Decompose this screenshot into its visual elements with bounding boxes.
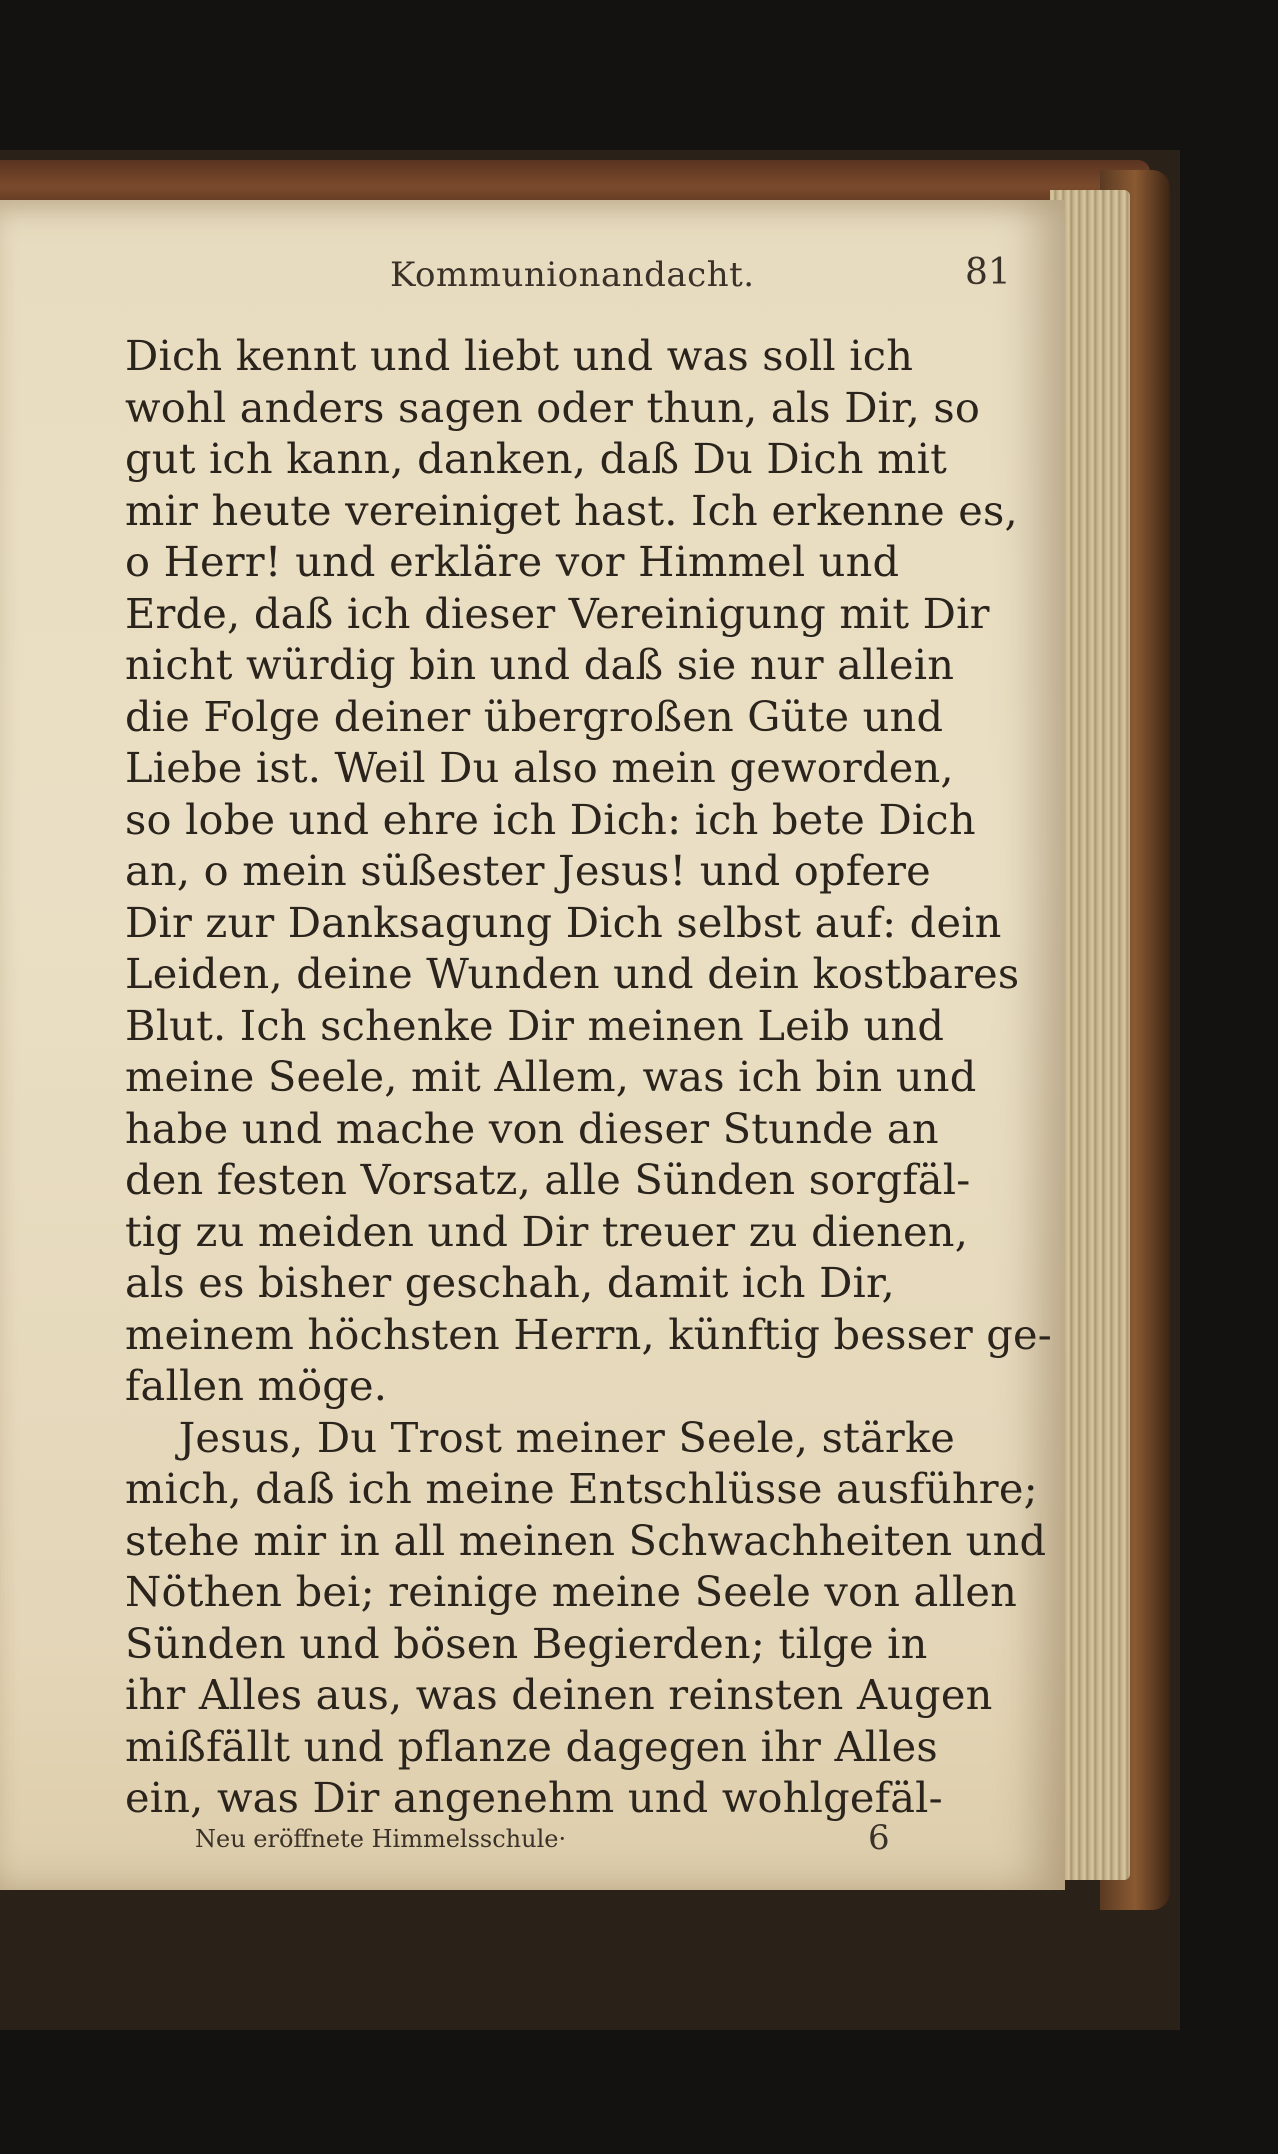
text-line: Jesus, Du Trost meiner Seele, stärke (125, 1412, 956, 1462)
text-line: nicht würdig bin und daß sie nur allein (125, 640, 955, 689)
body-text (125, 330, 1053, 1824)
text-line: stehe mir in all meinen Schwachheiten und (125, 1515, 1047, 1565)
text-line: so lobe und ehre ich Dich: ich bete Dich (125, 794, 976, 844)
text-line: Liebe ist. Weil Du also mein geworden, (125, 743, 954, 792)
text-line: wohl anders sagen oder thun, als Dir, so (125, 382, 981, 432)
running-head: Kommunionandacht. (390, 255, 755, 295)
text-line: mißfällt und pflanze dagegen ihr Alles (125, 1721, 938, 1771)
footer-signature: Neu eröffnete Himmelsschule· (195, 1825, 567, 1853)
text-line: Dich kennt und liebt und was soll ich (125, 331, 914, 380)
text-line: Leiden, deine Wunden und dein kostbares (125, 949, 1020, 998)
text-line: Dir zur Danksagung Dich selbst auf: dein (125, 897, 1002, 947)
text-line: mir heute vereiniget hast. Ich erkenne es, (125, 485, 1018, 535)
text-line: habe und mache von dieser Stunde an (125, 1103, 939, 1153)
text-line: den festen Vorsatz, alle Sünden sorgfäl- (125, 1155, 971, 1204)
text-line: Nöthen bei; reinige meine Seele von allen (125, 1567, 1018, 1616)
text-line: fallen möge. (125, 1361, 388, 1410)
text-line: mich, daß ich meine Entschlüsse ausführe; (125, 1464, 1038, 1513)
text-line: tig zu meiden und Dir treuer zu dienen, (125, 1206, 969, 1256)
text-line: meinem höchsten Herrn, künftig besser ge- (125, 1309, 1053, 1359)
text-line: die Folge deiner übergroßen Güte und (125, 691, 944, 741)
text-line: ein, was Dir angenehm und wohlgefäl- (125, 1773, 943, 1822)
text-line: gut ich kann, danken, daß Du Dich mit (125, 434, 947, 483)
text-line: Blut. Ich schenke Dir meinen Leib und (125, 1000, 945, 1050)
footer-sheet-number: 6 (868, 1818, 890, 1858)
text-line: an, o mein süßester Jesus! und opfere (125, 846, 931, 895)
text-line: Erde, daß ich dieser Vereinigung mit Dir (125, 588, 990, 638)
book-page (0, 200, 1065, 1890)
page-number: 81 (965, 252, 1011, 293)
text-line: o Herr! und erkläre vor Himmel und (125, 537, 900, 586)
text-line: ihr Alles aus, was deinen reinsten Augen (125, 1670, 993, 1719)
text-line: als es bisher geschah, damit ich Dir, (125, 1258, 895, 1307)
text-line: meine Seele, mit Allem, was ich bin und (125, 1052, 977, 1101)
text-line: Sünden und bösen Begierden; tilge in (125, 1618, 928, 1668)
